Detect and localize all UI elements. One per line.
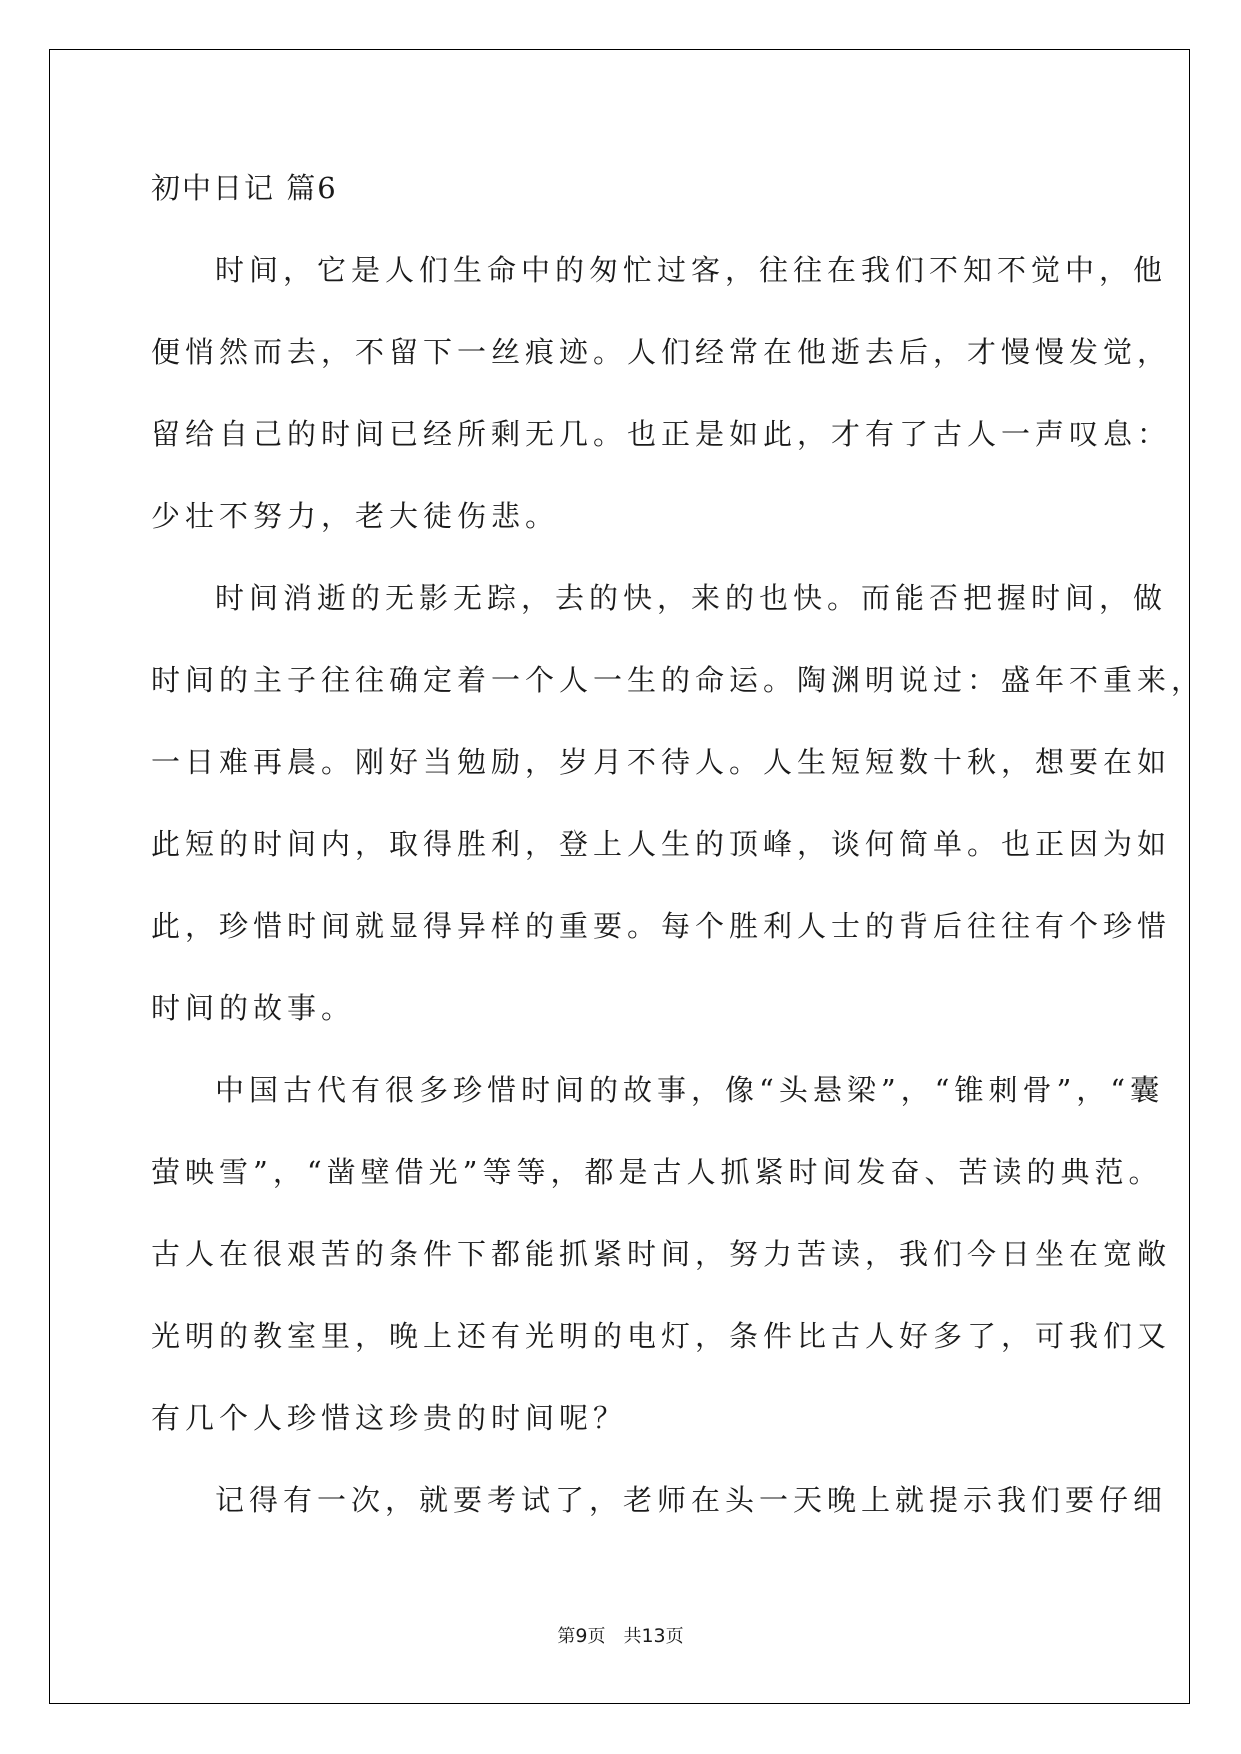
document-title: 初中日记 篇6: [151, 171, 338, 205]
total-suffix: 页: [665, 1626, 684, 1647]
text-line: 时间的主子往往确定着一个人一生的命运。陶渊明说过：盛年不重来，: [151, 663, 1206, 697]
text-line: 中国古代有很多珍惜时间的故事，像“头悬梁”，“锥刺骨”，“囊: [215, 1073, 1165, 1107]
text-line: 便悄然而去，不留下一丝痕迹。人们经常在他逝去后，才慢慢发觉，: [151, 335, 1172, 369]
total-prefix: 共: [623, 1626, 642, 1647]
text-line: 时间，它是人们生命中的匆忙过客，往往在我们不知不觉中，他: [215, 253, 1168, 287]
page-suffix: 页: [587, 1626, 606, 1647]
page-number: 9: [575, 1625, 588, 1647]
text-line: 古人在很艰苦的条件下都能抓紧时间，努力苦读，我们今日坐在宽敞: [151, 1237, 1172, 1271]
text-line: 时间的故事。: [151, 991, 356, 1025]
text-line: 一日难再晨。刚好当勉励，岁月不待人。人生短短数十秋，想要在如: [151, 745, 1172, 779]
text-line: 此短的时间内，取得胜利，登上人生的顶峰，谈何简单。也正因为如: [151, 827, 1172, 861]
text-lines: [151, 242, 1206, 1528]
document-body: [151, 160, 1206, 1528]
page-prefix: 第: [557, 1626, 576, 1647]
total-pages: 13: [641, 1625, 666, 1647]
text-line: 萤映雪”，“凿壁借光”等等，都是古人抓紧时间发奋、苦读的典范。: [151, 1155, 1163, 1189]
text-line: 时间消逝的无影无踪，去的快，来的也快。而能否把握时间，做: [215, 581, 1168, 615]
text-line: 记得有一次，就要考试了，老师在头一天晚上就提示我们要仔细: [215, 1483, 1168, 1517]
text-line: 留给自己的时间已经所剩无几。也正是如此，才有了古人一声叹息：: [151, 417, 1172, 451]
text-line: 此，珍惜时间就显得异样的重要。每个胜利人士的背后往往有个珍惜: [151, 909, 1172, 943]
text-line: 有几个人珍惜这珍贵的时间呢？: [151, 1401, 628, 1435]
text-line: 少壮不努力，老大徒伤悲。: [151, 499, 560, 533]
text-line: 光明的教室里，晚上还有光明的电灯，条件比古人好多了，可我们又: [151, 1319, 1172, 1353]
page-footer: [0, 1624, 1241, 1649]
